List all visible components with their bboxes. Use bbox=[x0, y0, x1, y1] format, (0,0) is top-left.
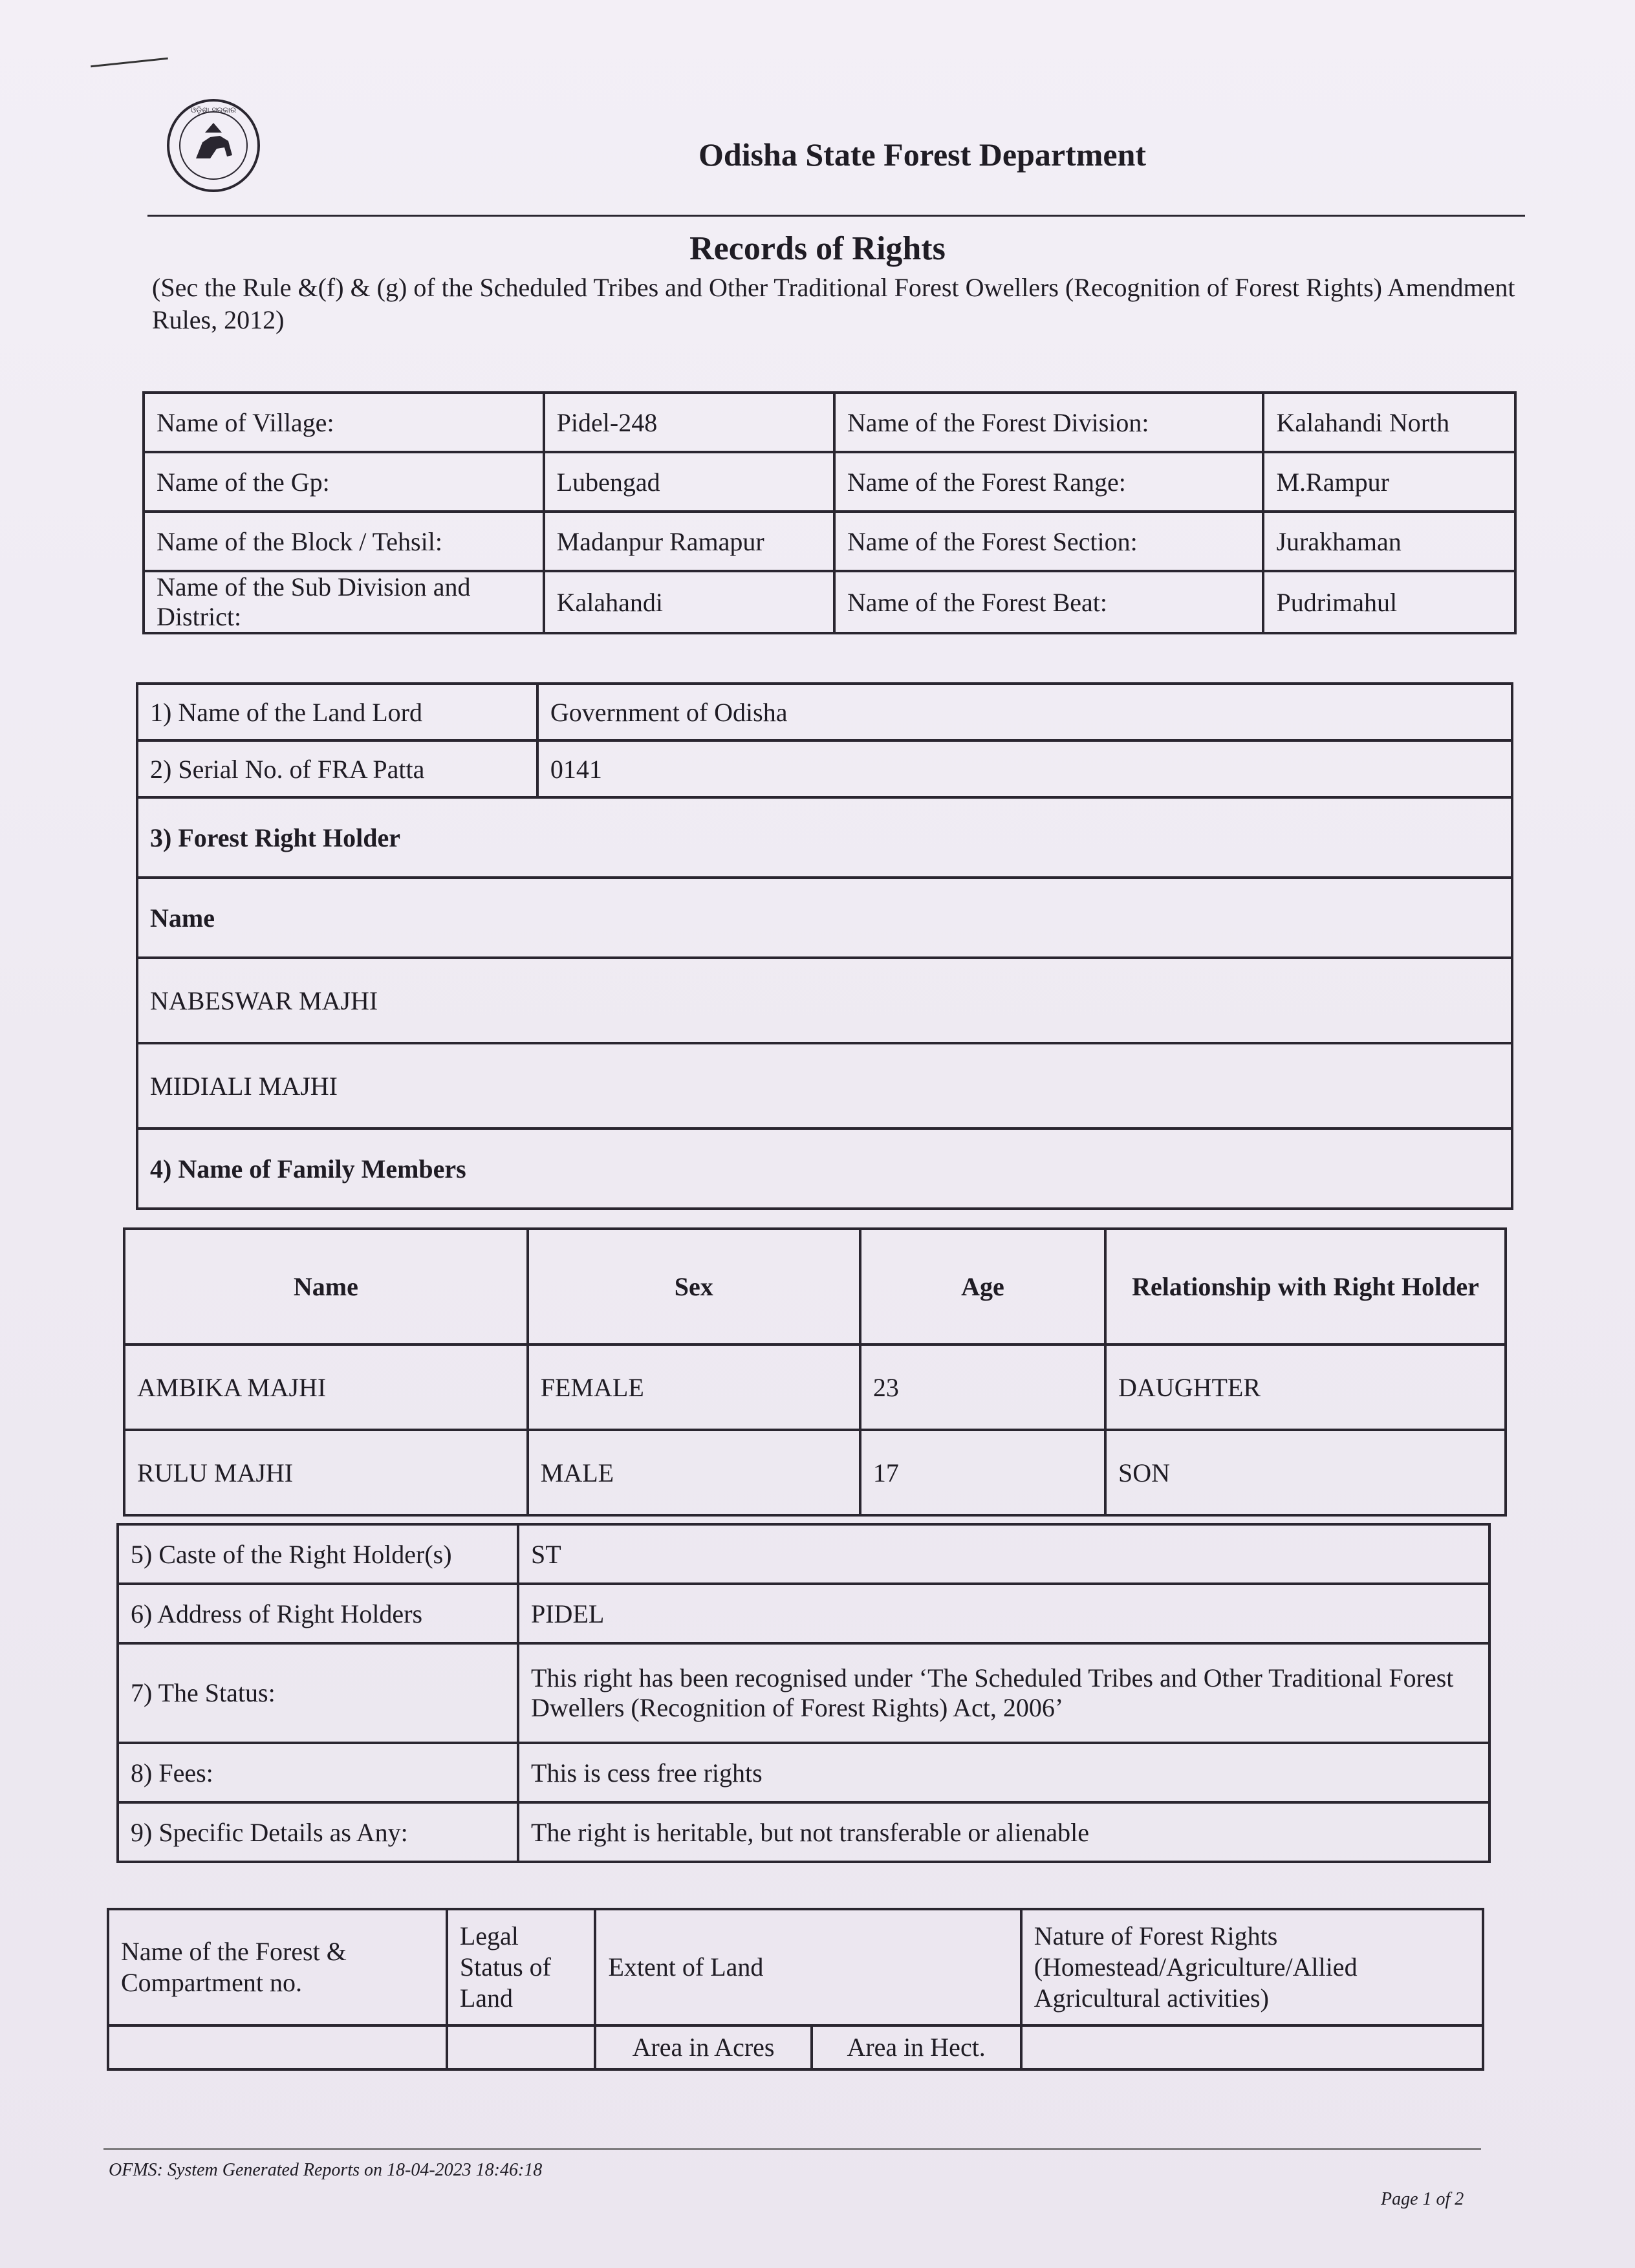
serial-label: 2) Serial No. of FRA Patta bbox=[137, 740, 537, 797]
header-divider bbox=[147, 215, 1525, 217]
table-row bbox=[137, 1129, 1512, 1209]
column-header-sex: Sex bbox=[528, 1229, 860, 1345]
member-sex: MALE bbox=[528, 1430, 860, 1515]
legal-status-heading: Legal Status of Land bbox=[447, 1909, 596, 2025]
area-hect-heading: Area in Hect. bbox=[812, 2025, 1021, 2069]
area-acres-heading: Area in Acres bbox=[595, 2025, 811, 2069]
table-row bbox=[144, 393, 1515, 452]
forest-section-label: Name of the Forest Section: bbox=[834, 512, 1264, 571]
forest-division-label: Name of the Forest Division: bbox=[834, 393, 1264, 452]
caste-label: 5) Caste of the Right Holder(s) bbox=[118, 1524, 518, 1584]
table-row bbox=[118, 1802, 1489, 1862]
seal-text: ଓଡ଼ିଶା ସରକାର bbox=[190, 105, 237, 114]
pen-mark bbox=[91, 58, 168, 68]
status-label: 7) The Status: bbox=[118, 1643, 518, 1743]
serial-value: 0141 bbox=[537, 740, 1512, 797]
caste-value: ST bbox=[518, 1524, 1489, 1584]
member-age: 23 bbox=[860, 1345, 1105, 1430]
document-subtitle: (Sec the Rule &(f) & (g) of the Scheduled Tribes and Other Traditional Forest Owellers (Recognition of Forest Rights) Amendment Rules, 2012) bbox=[152, 273, 1515, 334]
document-title: Records of Rights bbox=[689, 230, 946, 267]
forest-division-value: Kalahandi North bbox=[1263, 393, 1515, 452]
empty-cell bbox=[1021, 2025, 1483, 2069]
table-row bbox=[144, 512, 1515, 571]
table-row bbox=[137, 684, 1512, 740]
right-holder-name: NABESWAR MAJHI bbox=[137, 958, 1512, 1043]
member-sex: FEMALE bbox=[528, 1345, 860, 1430]
table-header-row bbox=[108, 1909, 1483, 2025]
fees-value: This is cess free rights bbox=[518, 1743, 1489, 1802]
table-row bbox=[137, 740, 1512, 797]
status-value: This right has been recognised under ‘The Scheduled Tribes and Other Traditional Forest Dwellers (Recognition of Forest Rights) Act, 2006’ bbox=[518, 1643, 1489, 1743]
member-relationship: DAUGHTER bbox=[1105, 1345, 1506, 1430]
address-label: 6) Address of Right Holders bbox=[118, 1584, 518, 1643]
table-row bbox=[118, 1743, 1489, 1802]
member-name: AMBIKA MAJHI bbox=[124, 1345, 528, 1430]
location-table bbox=[142, 391, 1517, 634]
table-row bbox=[124, 1345, 1506, 1430]
forest-beat-value: Pudrimahul bbox=[1263, 571, 1515, 633]
table-row bbox=[118, 1643, 1489, 1743]
page-number: Page 1 of 2 bbox=[1381, 2189, 1464, 2209]
table-row bbox=[118, 1584, 1489, 1643]
member-age: 17 bbox=[860, 1430, 1105, 1515]
village-value: Pidel-248 bbox=[544, 393, 834, 452]
right-holder-heading: 3) Forest Right Holder bbox=[137, 797, 1512, 878]
table-row bbox=[108, 2025, 1483, 2069]
empty-cell bbox=[447, 2025, 596, 2069]
department-name: Odisha State Forest Department bbox=[698, 136, 1147, 173]
holder-table bbox=[136, 682, 1513, 1210]
name-heading: Name bbox=[137, 878, 1512, 958]
column-header-relationship: Relationship with Right Holder bbox=[1105, 1229, 1506, 1345]
column-header-age: Age bbox=[860, 1229, 1105, 1345]
empty-cell bbox=[108, 2025, 447, 2069]
specific-details-label: 9) Specific Details as Any: bbox=[118, 1802, 518, 1862]
family-members-heading: 4) Name of Family Members bbox=[137, 1129, 1512, 1209]
block-label: Name of the Block / Tehsil: bbox=[144, 512, 544, 571]
forest-range-label: Name of the Forest Range: bbox=[834, 452, 1264, 512]
landlord-label: 1) Name of the Land Lord bbox=[137, 684, 537, 740]
table-row bbox=[144, 571, 1515, 633]
table-row bbox=[137, 958, 1512, 1043]
subdivision-value: Kalahandi bbox=[544, 571, 834, 633]
odisha-seal-logo bbox=[165, 97, 262, 194]
address-value: PIDEL bbox=[518, 1584, 1489, 1643]
village-label: Name of Village: bbox=[144, 393, 544, 452]
specific-details-value: The right is heritable, but not transferable or alienable bbox=[518, 1802, 1489, 1862]
landlord-value: Government of Odisha bbox=[537, 684, 1512, 740]
footer-divider bbox=[103, 2148, 1481, 2150]
extent-of-land-heading: Extent of Land bbox=[595, 1909, 1021, 2025]
table-row bbox=[118, 1524, 1489, 1584]
land-table bbox=[107, 1908, 1484, 2071]
fees-label: 8) Fees: bbox=[118, 1743, 518, 1802]
member-relationship: SON bbox=[1105, 1430, 1506, 1515]
table-header-row bbox=[124, 1229, 1506, 1345]
table-row bbox=[124, 1430, 1506, 1515]
table-row bbox=[137, 797, 1512, 878]
generated-timestamp: OFMS: System Generated Reports on 18-04-2023 18:46:18 bbox=[109, 2160, 543, 2180]
forest-compartment-heading: Name of the Forest & Compartment no. bbox=[108, 1909, 447, 2025]
table-row bbox=[137, 1043, 1512, 1129]
gp-label: Name of the Gp: bbox=[144, 452, 544, 512]
member-name: RULU MAJHI bbox=[124, 1430, 528, 1515]
nature-of-rights-heading: Nature of Forest Rights (Homestead/Agriculture/Allied Agricultural activities) bbox=[1021, 1909, 1483, 2025]
forest-section-value: Jurakhaman bbox=[1263, 512, 1515, 571]
forest-beat-label: Name of the Forest Beat: bbox=[834, 571, 1264, 633]
gp-value: Lubengad bbox=[544, 452, 834, 512]
subdivision-label: Name of the Sub Division and District: bbox=[144, 571, 544, 633]
table-row bbox=[137, 878, 1512, 958]
block-value: Madanpur Ramapur bbox=[544, 512, 834, 571]
details-table bbox=[116, 1523, 1491, 1863]
column-header-name: Name bbox=[124, 1229, 528, 1345]
forest-range-value: M.Rampur bbox=[1263, 452, 1515, 512]
right-holder-name: MIDIALI MAJHI bbox=[137, 1043, 1512, 1129]
family-table bbox=[123, 1227, 1507, 1517]
table-row bbox=[144, 452, 1515, 512]
